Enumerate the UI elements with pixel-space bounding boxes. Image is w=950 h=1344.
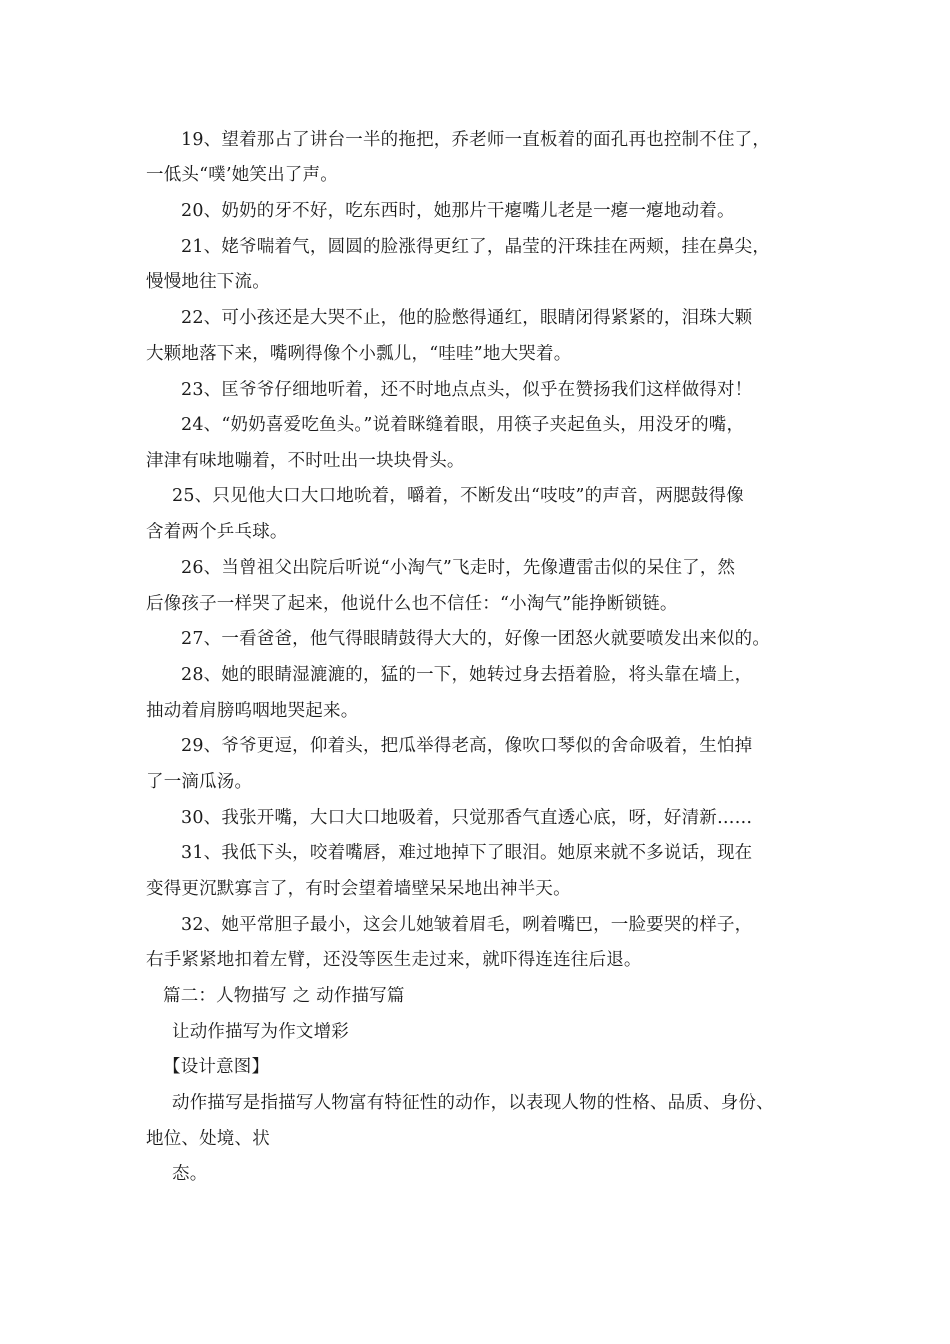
section-subtitle: 让动作描写为作文增彩 [172,1022,349,1042]
text-line: 动作描写是指描写人物富有特征性的动作，以表现人物的性格、品质、身份、 [172,1093,774,1113]
text-line: 右手紧紧地扣着左臂，还没等医生走过来，就吓得连连往后退。 [146,950,642,970]
text-line: 26、当曾祖父出院后听说“小淘气”飞走时，先像遭雷击似的呆住了，然 [181,558,736,578]
text-line: 29、爷爷更逗，仰着头，把瓜举得老高，像吹口琴似的舍命吸着，生怕掉 [181,736,753,756]
text-line: 津津有味地嘣着，不时吐出一块块骨头。 [146,451,465,471]
text-line: 地位、处境、状 [146,1129,270,1149]
text-line: 25、只见他大口大口地吮着，嚼着，不断发出“吱吱”的声音，两腮鼓得像 [172,486,744,506]
text-line: 27、一看爸爸，他气得眼睛鼓得大大的，好像一团怒火就要喷发出来似的。 [181,629,771,649]
text-line: 30、我张开嘴，大口大口地吸着，只觉那香气直透心底，呀，好清新…… [181,808,753,828]
text-line: 21、姥爷喘着气，圆圆的脸涨得更红了，晶莹的汗珠挂在两颊，挂在鼻尖， [181,237,771,257]
text-line: 24、“奶奶喜爱吃鱼头。”说着眯缝着眼，用筷子夹起鱼头，用没牙的嘴， [181,415,745,435]
text-line: 大颗地落下来，嘴咧得像个小瓢儿，“哇哇”地大哭着。 [146,344,572,364]
text-line: 28、她的眼睛湿漉漉的，猛的一下，她转过身去捂着脸，将头靠在墙上， [181,665,753,685]
text-line: 20、奶奶的牙不好，吃东西时，她那片干瘪嘴儿老是一瘪一瘪地动着。 [181,201,735,221]
text-line: 后像孩子一样哭了起来，他说什么也不信任：“小淘气”能挣断锁链。 [146,594,678,614]
section-heading: 篇二：人物描写 之 动作描写篇 [163,986,405,1006]
section-label: 【设计意图】 [163,1057,270,1077]
text-line: 19、望着那占了讲台一半的拖把，乔老师一直板着的面孔再也控制不住了， [181,130,771,150]
text-line: 22、可小孩还是大哭不止，他的脸憋得通红，眼睛闭得紧紧的，泪珠大颗 [181,308,753,328]
text-line: 慢慢地往下流。 [146,272,270,292]
text-line: 23、匡爷爷仔细地听着，还不时地点点头，似乎在赞扬我们这样做得对！ [181,380,753,400]
text-line: 了一滴瓜汤。 [146,772,253,792]
text-line: 含着两个乒乓球。 [146,522,288,542]
text-line: 态。 [172,1164,208,1184]
text-line: 一低头“噗’她笑出了声。 [146,165,338,185]
text-line: 32、她平常胆子最小，这会儿她皱着眉毛，咧着嘴巴，一脸要哭的样子， [181,915,753,935]
text-line: 31、我低下头，咬着嘴唇，难过地掉下了眼泪。她原来就不多说话，现在 [181,843,753,863]
text-line: 抽动着肩膀呜咽地哭起来。 [146,701,359,721]
text-line: 变得更沉默寡言了，有时会望着墙壁呆呆地出神半天。 [146,879,571,899]
